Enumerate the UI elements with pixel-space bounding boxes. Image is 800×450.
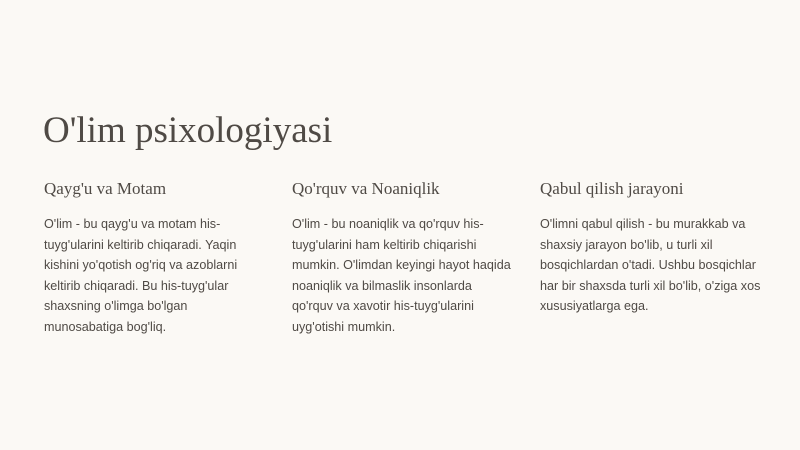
column-body: O'limni qabul qilish - bu murakkab va shaxsiy jarayon bo'lib, u turli xil bosqichlardan o'tadi. Ushbu bosqichlar har bir shaxsda turli xil bo'lib, o'ziga xos xususiyatlarga ega. (540, 217, 761, 314)
column-body: O'lim - bu qayg'u va motam his-tuyg'ularini keltirib chiqaradi. Yaqin kishini yo'qotish og'riq va azoblarni keltirib chiqaradi. Bu his-tuyg'ular shaxsning o'limga bo'lgan munosabatiga bog'liq. (44, 217, 238, 334)
column-heading: Qayg'u va Motam (44, 179, 167, 198)
column-grief (44, 178, 266, 338)
column-body: O'lim - bu noaniqlik va qo'rquv his-tuyg'ularini ham keltirib chiqarishi mumkin. O'limdan keyingi hayot haqida noaniqlik va bilmaslik insonlarda qo'rquv va xavotir his-tuyg'ularini uyg'otishi mumkin. (292, 217, 511, 334)
slide-title: O'lim psixologiyasi (43, 110, 333, 151)
column-heading: Qabul qilish jarayoni (540, 179, 684, 198)
column-acceptance (540, 178, 762, 317)
column-fear (292, 178, 514, 338)
column-heading: Qo'rquv va Noaniqlik (292, 179, 440, 198)
